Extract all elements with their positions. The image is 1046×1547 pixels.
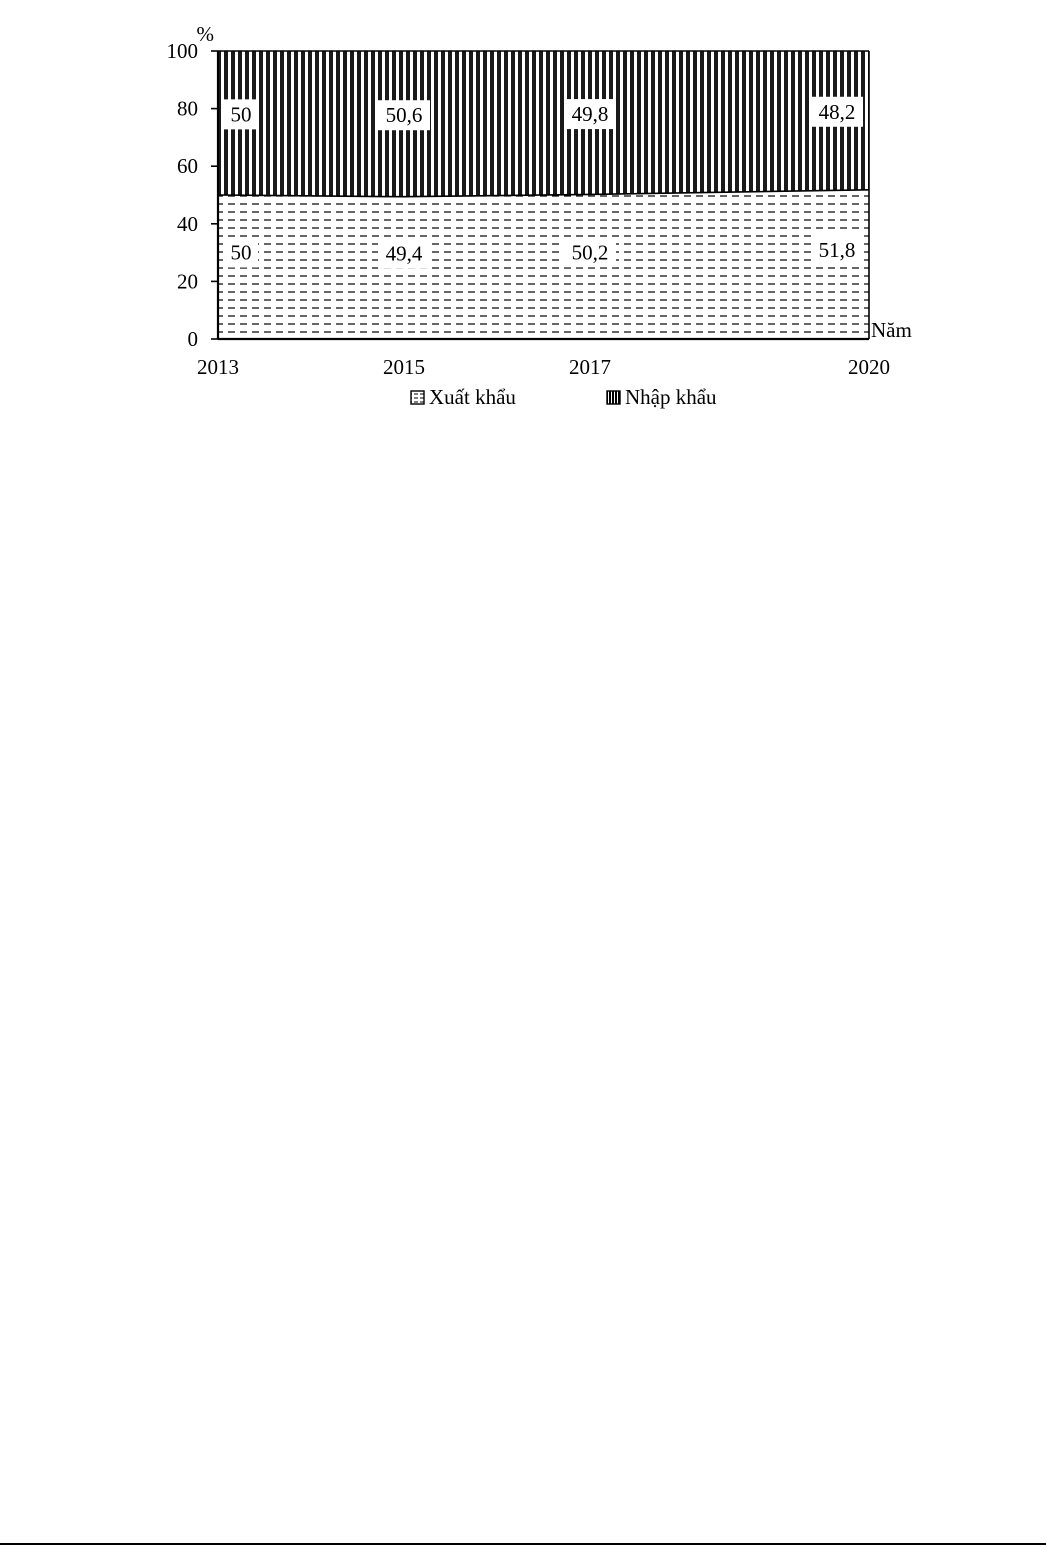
page-bottom-rule — [0, 1543, 1046, 1545]
y-unit-label: % — [196, 22, 214, 46]
y-tick-label: 20 — [177, 269, 198, 294]
legend-swatch-xuat-khau — [411, 391, 424, 404]
y-tick-label: 100 — [166, 39, 198, 63]
data-label-xuat-khau: 50,2 — [571, 240, 609, 265]
x-tick-label: 2017 — [569, 355, 611, 379]
x-axis-label: Năm — [871, 318, 912, 342]
area-xuat-khau — [218, 190, 869, 339]
y-tick-label: 0 — [187, 327, 198, 351]
data-label-xuat-khau: 51,8 — [818, 238, 856, 263]
legend-swatch-nhap-khau — [607, 391, 620, 404]
x-tick-label: 2013 — [197, 355, 239, 379]
y-tick-label: 40 — [177, 211, 198, 236]
data-label-nhap-khau: 50,6 — [385, 103, 423, 128]
data-label-xuat-khau: 49,4 — [385, 241, 423, 266]
data-label-xuat-khau: 50 — [230, 240, 252, 265]
y-tick-label: 80 — [177, 96, 198, 121]
legend-label-nhap-khau: Nhập khẩu — [625, 385, 717, 409]
data-label-nhap-khau: 49,8 — [571, 102, 609, 127]
x-tick-label: 2015 — [383, 355, 425, 379]
data-label-nhap-khau: 48,2 — [818, 99, 856, 124]
x-tick-label: 2020 — [848, 355, 890, 379]
y-tick-label: 60 — [177, 154, 198, 179]
legend-label-xuat-khau: Xuất khẩu — [429, 385, 516, 409]
data-label-nhap-khau: 50 — [230, 102, 252, 127]
area-nhap-khau — [218, 51, 869, 197]
